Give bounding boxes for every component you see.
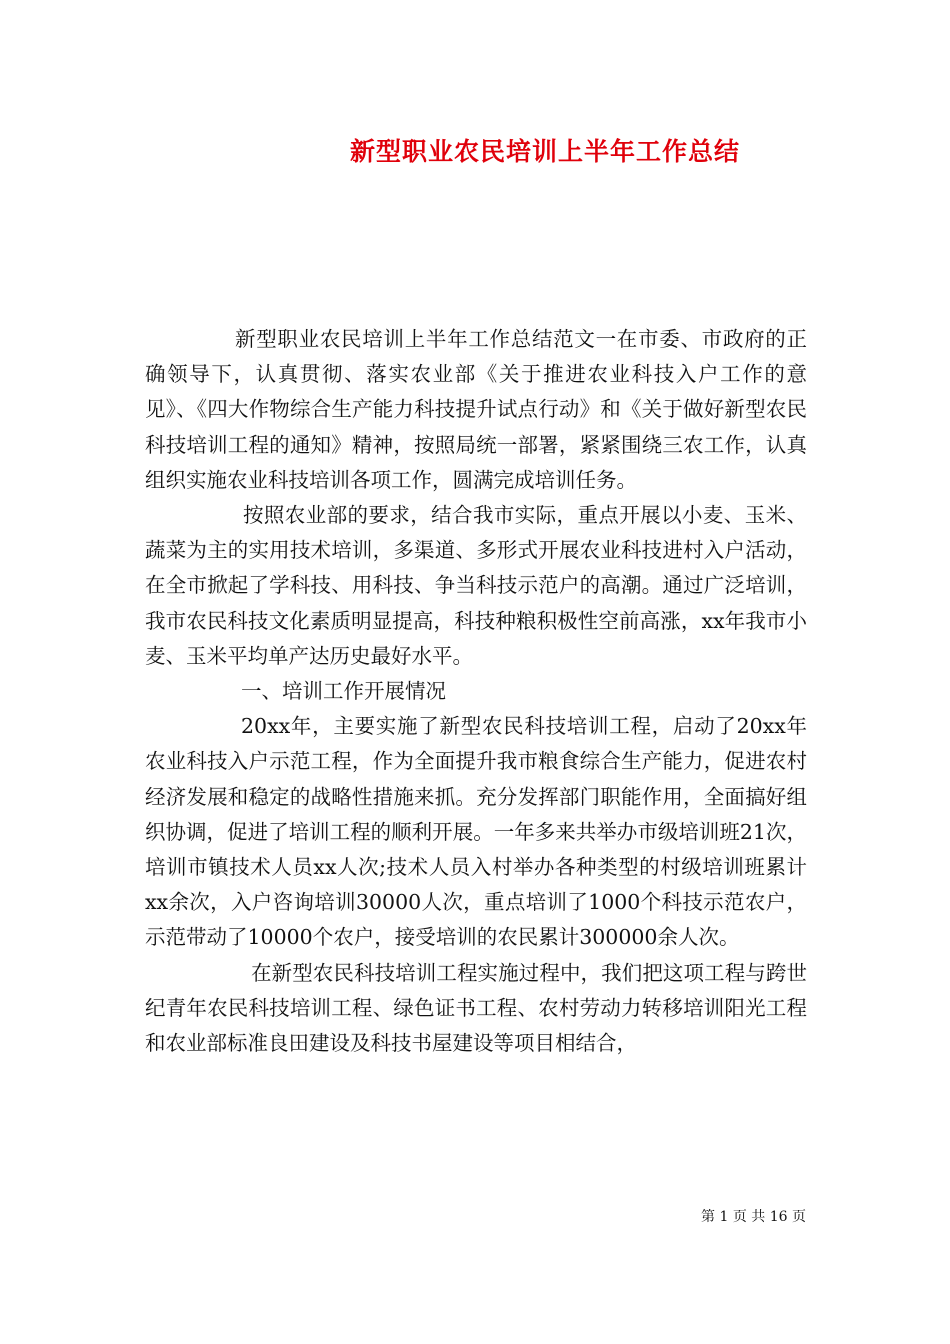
paragraph-training-stats: 20xx年，主要实施了新型农民科技培训工程，启动了20xx年农业科技入户示范工程，作为全面提升我市粮食综合生产能力，促进农村经济发展和稳定的战略性措施来抓。充分发挥部门职能作用，全面搞好组织协调，促进了培训工程的顺利开展。一年多来共举办市级培训班21次，培训市镇技术人员xx人次;技术人员入村举办各种类型的村级培训班累计xx余次，入户咨询培训30000人次，重点培训了1000个科技示范农户，示范带动了10000个农户，接受培训的农民累计300000余人次。 <box>145 714 807 950</box>
page-number-footer: 第 1 页 共 16 页 <box>701 1209 806 1225</box>
paragraph-integration: 在新型农民科技培训工程实施过程中，我们把这项工程与跨世纪青年农民科技培训工程、绿色证书工程、农村劳动力转移培训阳光工程和农业部标准良田建设及科技书屋建设等项目相结合， <box>145 960 807 1056</box>
paragraph-intro: 新型职业农民培训上半年工作总结范文一在市委、市政府的正确领导下，认真贯彻、落实农业部《关于推进农业科技入户工作的意见》、《四大作物综合生产能力科技提升试点行动》和《关于做好新型农民科技培训工程的通知》精神，按照局统一部署，紧紧围绕三农工作，认真组织实施农业科技培训各项工作，圆满完成培训任务。 <box>145 327 807 492</box>
document-body <box>145 322 807 1061</box>
section-heading: 一、培训工作开展情况 <box>241 679 446 704</box>
document-title: 新型职业农民培训上半年工作总结 <box>349 137 740 166</box>
paragraph-requirements: 按照农业部的要求，结合我市实际，重点开展以小麦、玉米、蔬菜为主的实用技术培训，多渠道、多形式开展农业科技进村入户活动，在全市掀起了学科技、用科技、争当科技示范户的高潮。通过广泛培训，我市农民科技文化素质明显提高，科技种粮积极性空前高涨，xx年我市小麦、玉米平均单产达历史最好水平。 <box>145 503 807 668</box>
